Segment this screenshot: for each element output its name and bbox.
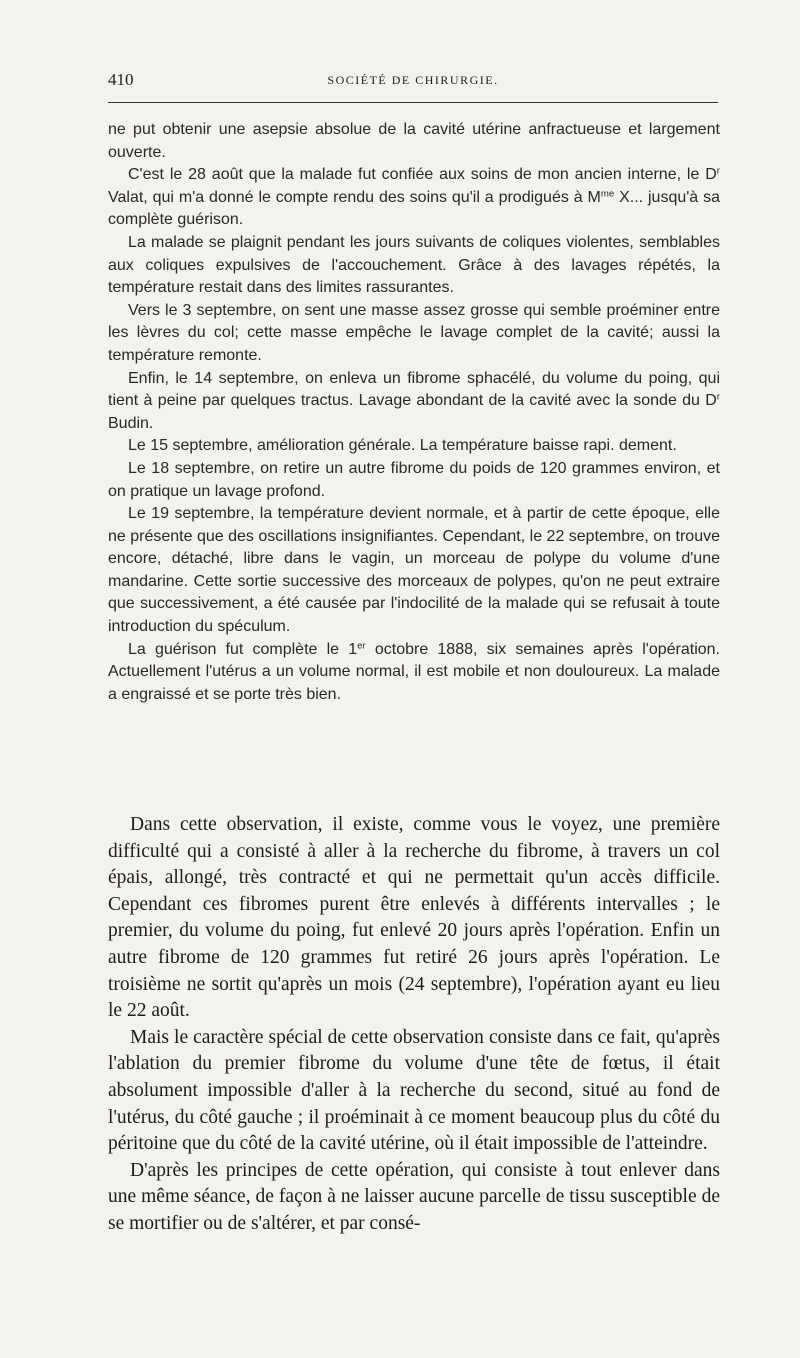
observation-paragraph: C'est le 28 août que la malade fut confiée aux soins de mon ancien interne, le $D^r$ Valat, qui m'a donné le compte rendu des soins qu'il a prodigués à $M^{me}$ X... jusqu'à sa complète guérison. — [108, 165, 720, 229]
commentary-paragraph: Dans cette observation, il existe, comme vous le voyez, une première difficulté qui a consisté à aller à la recherche du fibrome, à travers un col épais, allongé, très contracté et qui ne permettait qu'un accès difficile. Cependant ces fibromes purent être enlevés à différents intervalles ; le premier, du volume du poing, fut enlevé 20 jours après l'opération. Enfin un autre fibrome de 120 grammes fut retiré 26 jours après l'opération. Le troisième ne sortit qu'après un mois (24 septembre), l'opération ayant eu lieu le 22 août. — [108, 814, 720, 1022]
observation-text — [108, 119, 720, 706]
header-rule — [108, 102, 718, 103]
observation-paragraph: La guérison fut complète le 1er octobre 1888, six semaines après l'opération. Actuellement l'utérus a un volume normal, il est mobile et non douloureux. La malade a engraissé et se porte très bien. — [108, 640, 720, 703]
observation-paragraph: Le 19 septembre, la température devient normale, et à partir de cette époque, elle ne présente que des oscillations insignifiantes. Cependant, le 22 septembre, on trouve encore, détaché, libre dans le vagin, un morceau de polype du volume d'une mandarine. Cette sortie successive des morceaux de polypes, qu'on ne peut extraire que successivement, a été causée par l'indocilité de la malade qui se refusait à toute introduction du spéculum. — [108, 505, 720, 636]
page-header — [108, 70, 718, 96]
observation-paragraph: Le 15 septembre, amélioration générale. La température baisse rapi. dement. — [128, 437, 677, 455]
commentary-paragraph: D'après les principes de cette opération, qui consiste à tout enlever dans une même séance, de façon à ne laisser aucune parcelle de tissu susceptible de se mortifier ou de s'altérer, et par consé- — [108, 1159, 720, 1234]
observation-paragraph: La malade se plaignit pendant les jours suivants de coliques violentes, semblables aux coliques expulsives de l'accouchement. Grâce à des lavages répétés, la température restait dans des limites rassurantes. — [108, 233, 720, 297]
commentary-text — [108, 812, 720, 1238]
observation-paragraph: Vers le 3 septembre, on sent une masse assez grosse qui semble proéminer entre les lèvres du col; cette masse empêche le lavage complet de la cavité; aussi la température remonte. — [108, 301, 720, 364]
running-title: SOCIÉTÉ DE CHIRURGIE. — [327, 73, 499, 87]
observation-paragraph: ne put obtenir une asepsie absolue de la cavité utérine anfractueuse et largement ouverte. — [108, 121, 720, 161]
commentary-paragraph: Mais le caractère spécial de cette observation consiste dans ce fait, qu'après l'ablation du premier fibrome du volume d'une tête de fœtus, il était absolument impossible d'aller à la recherche du second, situé au fond de l'utérus, du côté gauche ; il proéminait à ce moment beaucoup plus du côté du péritoine que du côté de la cavité utérine, où il était impossible de l'atteindre. — [108, 1026, 720, 1155]
observation-paragraph: Le 18 septembre, on retire un autre fibrome du poids de 120 grammes environ, et on pratique un lavage profond. — [108, 459, 720, 500]
observation-paragraph: Enfin, le 14 septembre, on enleva un fibrome sphacélé, du volume du poing, qui tient à peine par quelques tractus. Lavage abondant de la cavité avec la sonde du $D^r$ Budin. — [108, 369, 720, 432]
page-number: 410 — [108, 70, 134, 89]
